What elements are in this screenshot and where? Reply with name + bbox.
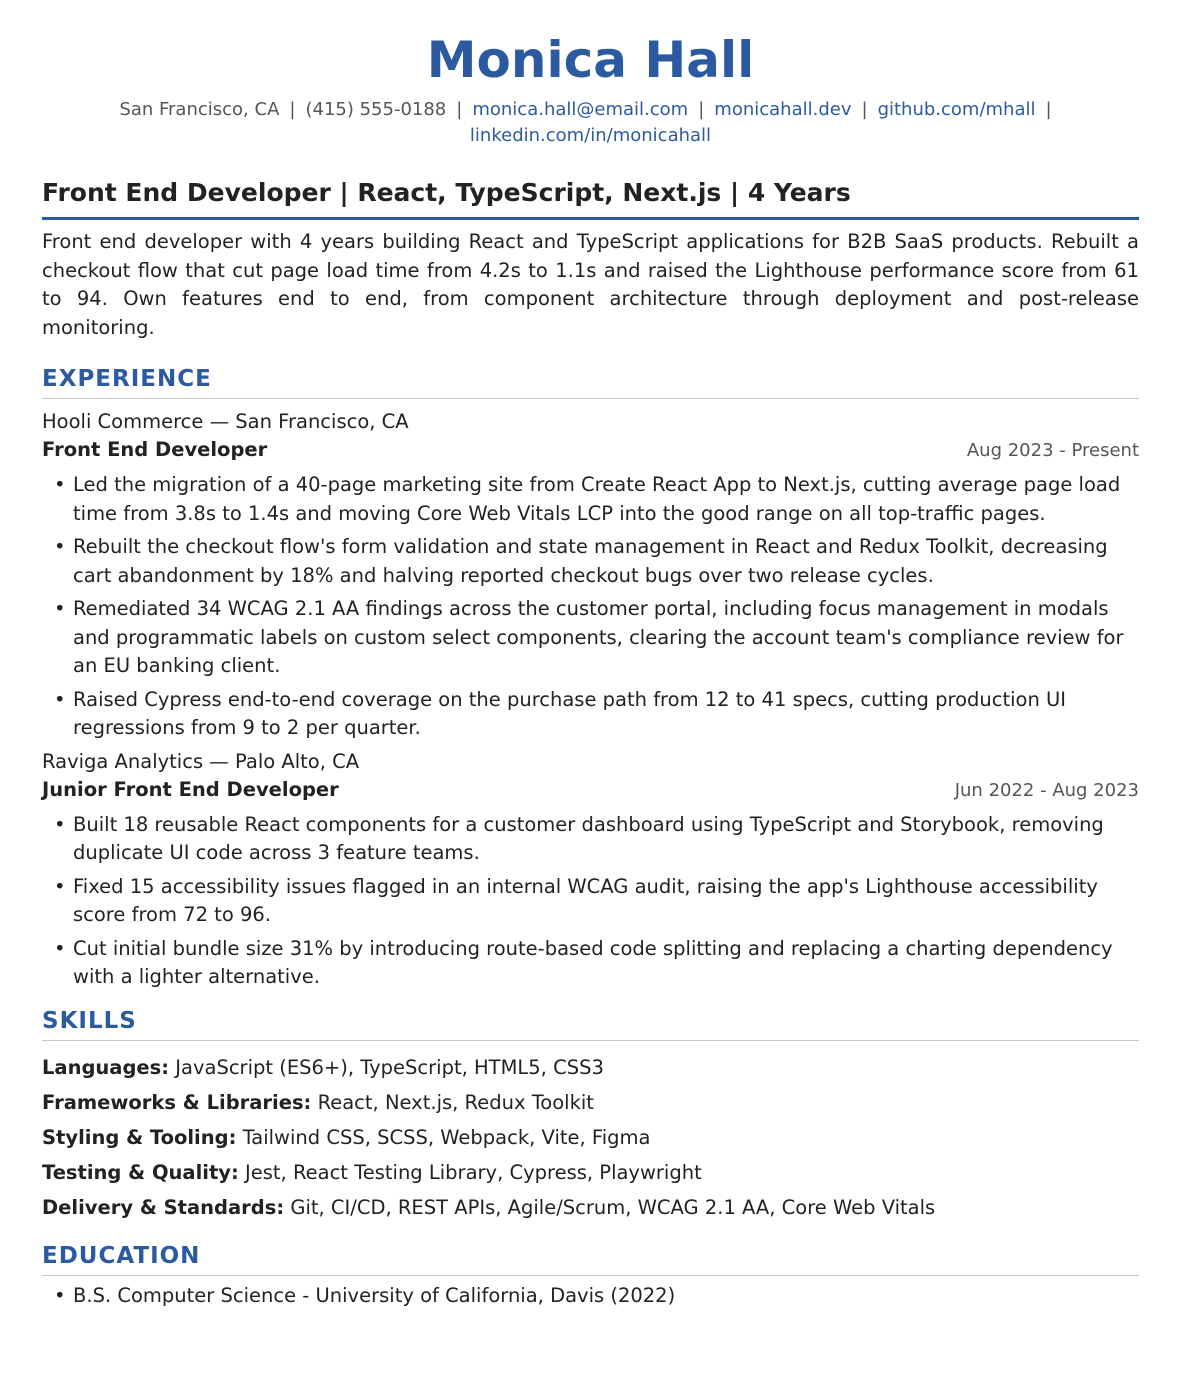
skill-row xyxy=(42,1050,1139,1085)
section-title-experience: EXPERIENCE xyxy=(42,362,1139,399)
section-title-education: EDUCATION xyxy=(42,1239,1139,1276)
contact-separator: | xyxy=(698,99,705,120)
job-company: Hooli Commerce — San Francisco, CA xyxy=(42,410,409,433)
skill-row xyxy=(42,1085,1139,1120)
section-title-skills: SKILLS xyxy=(42,1004,1139,1041)
email-link[interactable]: monica.hall@email.com xyxy=(472,99,689,120)
summary-paragraph: Front end developer with 4 years building React and TypeScript applications for B2B SaaS products. Rebuilt a checkout flow that cut page load time from 4.2s to 1.1s and raised the Lighthouse performance score from 61 to 94. Own features end to end, from component architecture through deployment and post-release monitoring. xyxy=(42,230,1139,339)
job-dates: Aug 2023 - Present xyxy=(966,440,1139,461)
job-company: Raviga Analytics — Palo Alto, CA xyxy=(42,749,360,773)
contact-separator: | xyxy=(861,99,868,120)
education-list xyxy=(42,1282,1139,1311)
job-entry xyxy=(42,748,1139,992)
skills-list xyxy=(42,1050,1139,1225)
website-link[interactable]: monicahall.dev xyxy=(714,99,852,120)
job-bullets xyxy=(42,811,1139,992)
skill-label: Frameworks & Libraries: xyxy=(42,1090,312,1114)
skill-label: Testing & Quality: xyxy=(42,1160,239,1184)
job-role-line xyxy=(42,776,1139,805)
job-bullet: • Built 18 reusable React components for a customer dashboard using TypeScript and Storybook, removing duplicate UI code across 3 feature teams. xyxy=(73,811,1139,868)
job-bullet: • Remediated 34 WCAG 2.1 AA findings across the customer portal, including focus management in modals and programmatic labels on custom select components, clearing the account team's compliance review for an EU banking client. xyxy=(73,595,1139,681)
job-role: Front End Developer xyxy=(42,438,268,461)
skill-row xyxy=(42,1120,1139,1155)
job-bullet: • Raised Cypress end-to-end coverage on the purchase path from 12 to 41 specs, cutting production UI regressions from 9 to 2 per quarter. xyxy=(73,686,1139,743)
job-entry xyxy=(42,408,1139,743)
github-link[interactable]: github.com/mhall xyxy=(877,99,1036,120)
contact-separator: | xyxy=(1045,99,1052,120)
job-bullet: • Fixed 15 accessibility issues flagged in an internal WCAG audit, raising the app's Lighthouse accessibility score from 72 to 96. xyxy=(73,873,1139,930)
contact-separator: | xyxy=(289,99,296,120)
job-dates: Jun 2022 - Aug 2023 xyxy=(954,779,1139,801)
skill-value: JavaScript (ES6+), TypeScript, HTML5, CSS3 xyxy=(175,1055,604,1079)
skill-label: Delivery & Standards: xyxy=(42,1195,285,1219)
job-bullet: • Rebuilt the checkout flow's form validation and state management in React and Redux Toolkit, decreasing cart abandonment by 18% and halving reported checkout bugs over two release cycles. xyxy=(73,533,1139,590)
candidate-name: Monica Hall xyxy=(426,31,755,89)
headline: Front End Developer | React, TypeScript, Next.js | 4 Years xyxy=(42,175,1139,220)
contact-separator: | xyxy=(456,99,463,120)
skill-label: Languages: xyxy=(42,1055,170,1079)
skill-value: Git, CI/CD, REST APIs, Agile/Scrum, WCAG 2.1 AA, Core Web Vitals xyxy=(290,1195,936,1219)
skill-value: React, Next.js, Redux Toolkit xyxy=(317,1090,594,1114)
linkedin-link[interactable]: linkedin.com/in/monicahall xyxy=(469,125,712,146)
job-role: Junior Front End Developer xyxy=(42,777,339,801)
skill-row xyxy=(42,1190,1139,1225)
contact-phone: (415) 555-0188 xyxy=(305,99,447,120)
skill-value: Tailwind CSS, SCSS, Webpack, Vite, Figma xyxy=(242,1125,651,1149)
job-role-line xyxy=(42,436,1139,465)
contact-location: San Francisco, CA xyxy=(119,99,280,120)
skill-label: Styling & Tooling: xyxy=(42,1125,237,1149)
contact-line xyxy=(42,97,1139,149)
job-bullets xyxy=(42,471,1139,743)
skill-value: Jest, React Testing Library, Cypress, Playwright xyxy=(245,1160,702,1184)
education-item: • B.S. Computer Science - University of California, Davis (2022) xyxy=(73,1282,1139,1311)
job-bullet: • Cut initial bundle size 31% by introducing route-based code splitting and replacing a charting dependency with a lighter alternative. xyxy=(73,935,1139,992)
skill-row xyxy=(42,1155,1139,1190)
job-bullet: • Led the migration of a 40-page marketing site from Create React App to Next.js, cutting average page load time from 3.8s to 1.4s and moving Core Web Vitals LCP into the good range on all top-traffic pages. xyxy=(73,471,1139,528)
